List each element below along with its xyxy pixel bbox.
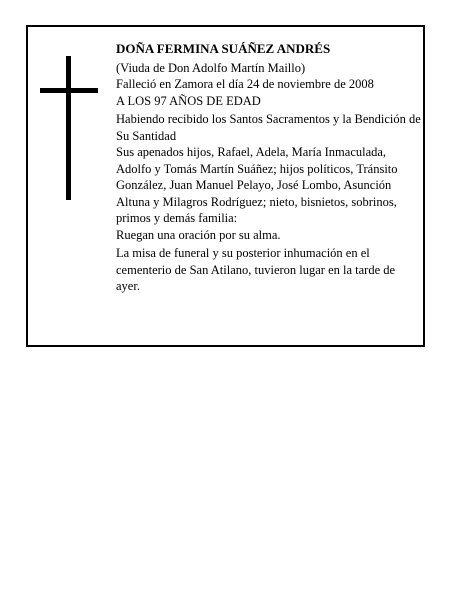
latin-cross-icon (40, 56, 98, 200)
sacraments-paragraph: Habiendo recibido los Santos Sacramentos y la Bendición de Su Santidad (116, 112, 421, 143)
deceased-name: DOÑA FERMINA SUÁÑEZ ANDRÉS (116, 41, 331, 56)
funeral-paragraph: La misa de funeral y su posterior inhumación en el cementerio de San Atilano, tuvieron lugar en la tarde de ayer. (116, 246, 396, 293)
cross-vertical-bar (66, 56, 71, 200)
widow-of-line: (Viuda de Don Adolfo Martín Maillo) (116, 60, 306, 75)
family-paragraph: Sus apenados hijos, Rafael, Adela, María Inmaculada, Adolfo y Tomás Martín Suáñez; hijos políticos, Tránsito González, Juan Manuel Pelayo, José Lombo, Asunción Altuna y Milagros Rodríguez; nieto, bisnietos, sobrinos, primos y demás familia: (116, 145, 398, 225)
prayer-line: Ruegan una oración por su alma. (116, 227, 281, 242)
age-line: A LOS 97 AÑOS DE EDAD (116, 93, 261, 108)
cross-horizontal-bar (40, 88, 98, 93)
notice-text (116, 41, 422, 295)
death-notice (26, 25, 425, 347)
death-date-line: Falleció en Zamora el día 24 de noviembre de 2008 (116, 77, 374, 91)
